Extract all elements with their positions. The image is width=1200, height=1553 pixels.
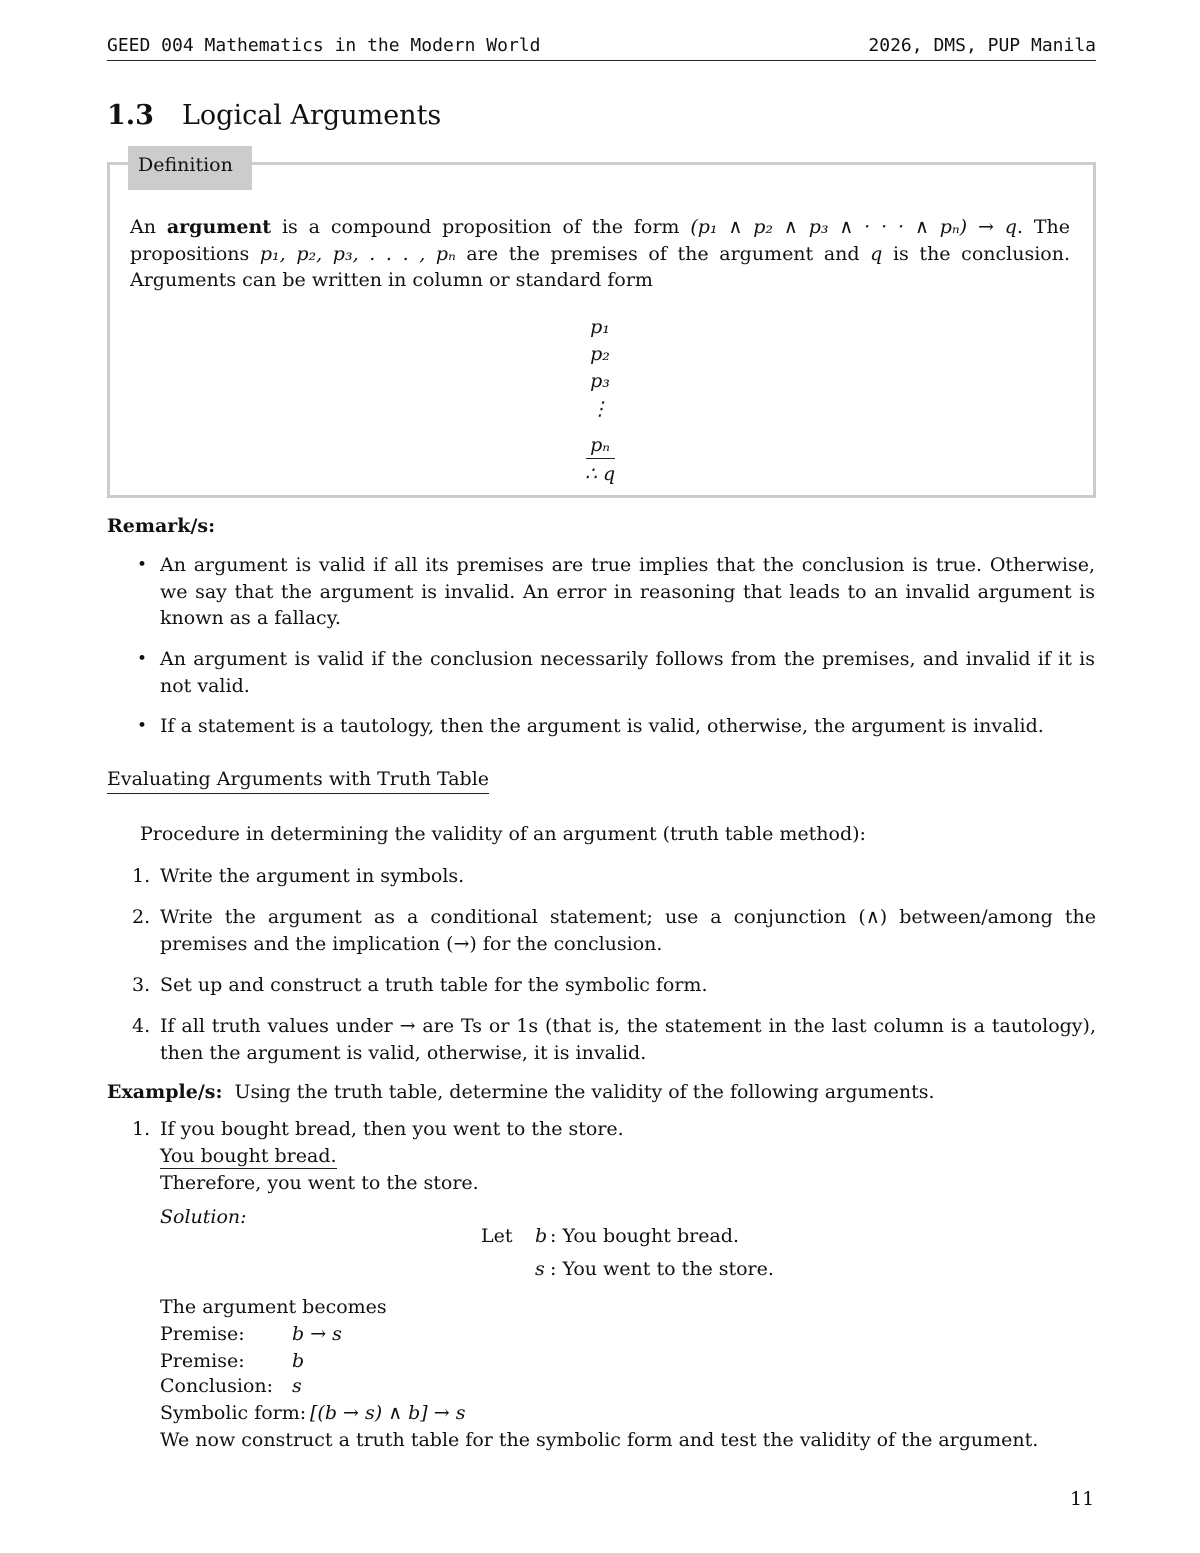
premise-2-value: b [292, 1350, 305, 1372]
definition-text-prefix: An [130, 216, 167, 238]
definition-tab: Definition [128, 146, 252, 190]
definition-text-2: . The propositions [130, 216, 1071, 265]
definition-text [130, 214, 1070, 294]
example-line-2: You bought bread. [160, 1145, 337, 1167]
let-s-var: s [535, 1258, 545, 1280]
definition-formula-2: p₁, p₂, p₃, . . . , pₙ [259, 242, 456, 265]
let-word: Let [481, 1225, 513, 1247]
step-text: If all truth values under → are Ts or 1s (that is, the statement in the last column is a tautology), then the argument is valid, otherwise, it is invalid. [160, 1015, 1096, 1064]
section-title: Logical Arguments [181, 100, 442, 131]
example-heading: Example/s: [107, 1081, 223, 1103]
definition-q: q [870, 242, 883, 265]
example-number: 1. [132, 1118, 151, 1140]
definition-term: argument [166, 216, 272, 238]
example-line-1: If you bought bread, then you went to the store. [160, 1118, 624, 1140]
symbolic-value: [(b → s) ∧ b] → s [310, 1402, 466, 1424]
argument-becomes: The argument becomes [160, 1296, 387, 1318]
premise-1-label: Premise: [160, 1323, 245, 1345]
symbolic-label: Symbolic form: [160, 1402, 307, 1424]
example-intro: Using the truth table, determine the validity of the following arguments. [234, 1081, 935, 1103]
stack-conclusion: ∴ q [584, 463, 616, 485]
step-number: 4. [132, 1015, 151, 1037]
let-b-text: : You bought bread. [550, 1225, 739, 1247]
section-heading [107, 100, 441, 131]
stack-vdots: ⋮ [590, 398, 610, 420]
conclusion-label: Conclusion: [160, 1375, 274, 1397]
step-text: Write the argument as a conditional statement; use a conjunction (∧) between/among the premises and the implication (→) for the conclusion. [160, 906, 1096, 955]
definition-text-1: is a compound proposition of the form [271, 216, 691, 238]
procedure-intro: Procedure in determining the validity of an argument (truth table method): [140, 823, 866, 845]
stack-p2: p₂ [590, 343, 610, 365]
definition-text-4: is the conclusion. Arguments can be written in column or standard form [130, 242, 1070, 291]
step-text: Write the argument in symbols. [160, 865, 465, 887]
example-heading-line [107, 1081, 935, 1103]
stack-rule [586, 458, 615, 459]
stack-p3: p₃ [590, 370, 610, 392]
subsection-title: Evaluating Arguments with Truth Table [107, 768, 489, 794]
header-rule [107, 60, 1096, 61]
definition-formula-1: (p₁ ∧ p₂ ∧ p₃ ∧ · · · ∧ pₙ) → q [690, 216, 1017, 238]
premise-2-label: Premise: [160, 1350, 245, 1372]
stack-p1: p₁ [590, 316, 610, 338]
let-b-var: b [535, 1225, 548, 1247]
remark-item: • If a statement is a tautology, then the argument is valid, otherwise, the argument is invalid. [135, 713, 1095, 740]
example-line-3: Therefore, you went to the store. [160, 1172, 479, 1194]
remarks-heading: Remark/s: [107, 515, 216, 537]
section-number: 1.3 [107, 100, 154, 131]
conclusion-value: s [292, 1375, 302, 1397]
page-number: 11 [1070, 1488, 1095, 1510]
closing-text: We now construct a truth table for the symbolic form and test the validity of the argument. [160, 1429, 1039, 1451]
remark-item: • An argument is valid if the conclusion necessarily follows from the premises, and invalid if it is not valid. [135, 646, 1095, 699]
definition-text-3: are the premises of the argument and [455, 242, 871, 265]
step-number: 3. [132, 974, 151, 996]
step-number: 2. [132, 906, 151, 928]
solution-label: Solution: [160, 1206, 247, 1228]
remark-item: • An argument is valid if all its premises are true implies that the conclusion is true. Otherwise, we say that the argument is invalid. An error in reasoning that leads to an invalid argument is known as a fallacy. [135, 552, 1095, 632]
header-info: 2026, DMS, PUP Manila [868, 35, 1096, 56]
let-s-text: : You went to the store. [550, 1258, 774, 1280]
step-number: 1. [132, 865, 151, 887]
stack-pn: pₙ [590, 434, 610, 456]
step-text: Set up and construct a truth table for the symbolic form. [160, 974, 708, 996]
header-course: GEED 004 Mathematics in the Modern World [107, 35, 541, 56]
premise-1-value: b → s [292, 1323, 342, 1345]
